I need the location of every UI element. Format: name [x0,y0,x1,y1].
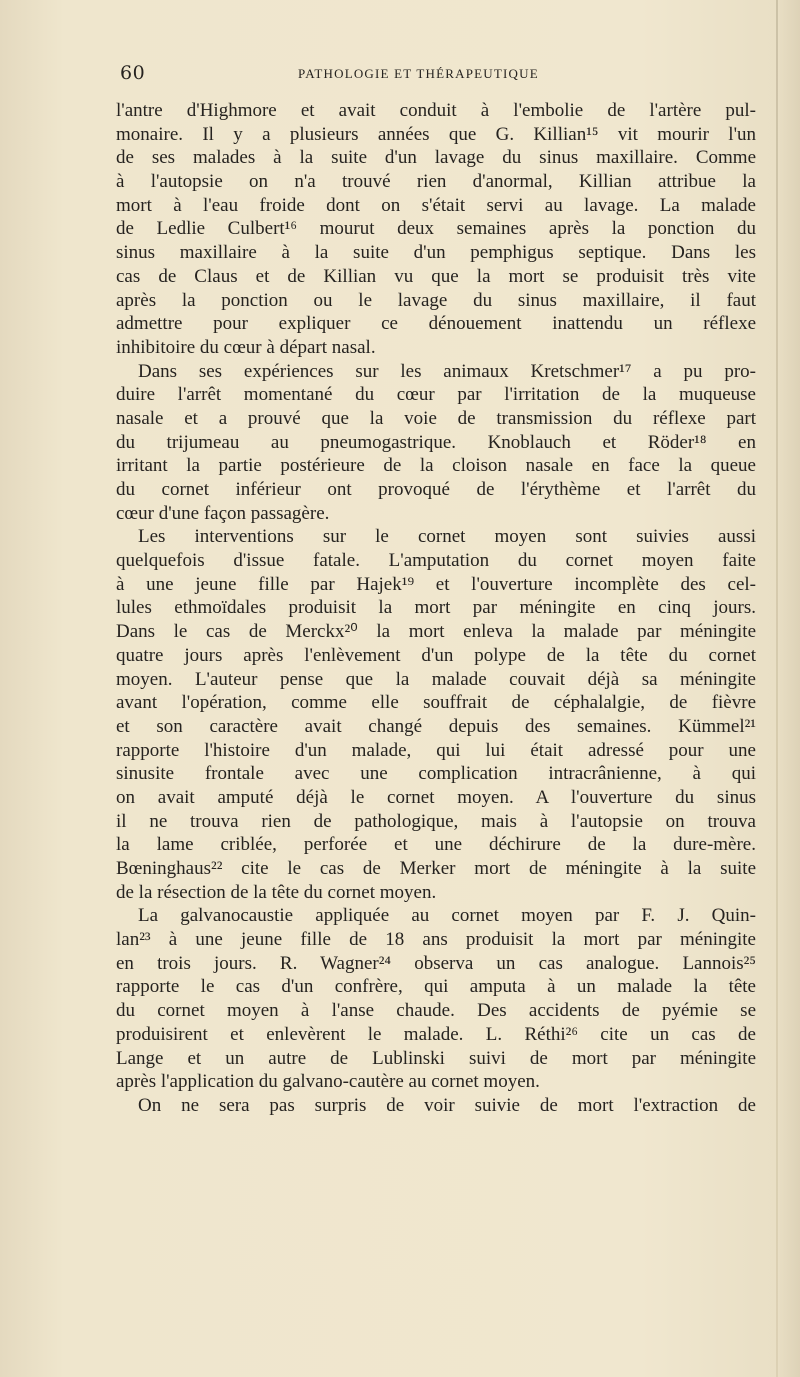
text-line: de ses malades à la suite d'un lavage du sinus maxillaire. Comme [116,147,756,169]
text-line: cœur d'une façon passagère. [116,502,330,524]
text-line: Dans le cas de Merckx²⁰ la mort enleva la malade par méningite [116,621,756,643]
text-line: de Ledlie Culbert¹⁶ mourut deux semaines après la ponction du [116,218,756,240]
text-line: Lange et un autre de Lublinski suivi de mort par méningite [116,1047,756,1069]
text-line: produisirent et enlevèrent le malade. L. Réthi²⁶ cite un cas de [116,1023,756,1045]
text-line: à l'autopsie on n'a trouvé rien d'anormal, Killian attribue la [116,171,756,193]
text-line: après l'application du galvano-cautère au cornet moyen. [116,1071,540,1093]
page-edge [776,0,778,1377]
text-line: à une jeune fille par Hajek¹⁹ et l'ouverture incomplète des cel- [116,573,756,595]
text-line: de la résection de la tête du cornet moyen. [116,881,437,903]
text-line: lules ethmoïdales produisit la mort par méningite en cinq jours. [116,597,756,619]
text-line: Dans ses expériences sur les animaux Kretschmer¹⁷ a pu pro- [138,360,756,382]
text-line: on avait amputé déjà le cornet moyen. A l'ouverture du sinus [116,786,756,808]
text-line: monaire. Il y a plusieurs années que G. Killian¹⁵ vit mourir l'un [116,123,756,145]
text-line: et son caractère avait changé depuis des semaines. Kümmel²¹ [116,715,756,737]
text-line: après la ponction ou le lavage du sinus maxillaire, il faut [116,289,756,311]
text-line: rapporte le cas d'un confrère, qui amputa à un malade la tête [116,976,756,998]
text-line: nasale et a prouvé que la voie de transmission du réflexe part [116,407,756,429]
text-line: inhibitoire du cœur à départ nasal. [116,336,376,358]
text-line: quelquefois d'issue fatale. L'amputation du cornet moyen faite [116,550,756,572]
running-title: PATHOLOGIE ET THÉRAPEUTIQUE [298,66,539,81]
text-line: rapporte l'histoire d'un malade, qui lui était adressé pour une [116,739,756,761]
text-line: cas de Claus et de Killian vu que la mort se produisit très vite [116,265,756,287]
text-line: du cornet inférieur ont provoqué de l'érythème et l'arrêt du [116,479,756,500]
text-line: On ne sera pas surpris de voir suivie de mort l'extraction de [138,1094,756,1116]
text-line: duire l'arrêt momentané du cœur par l'irritation de la muqueuse [116,384,756,406]
text-line: Bœninghaus²² cite le cas de Merker mort de méningite à la suite [116,858,756,879]
text-line: irritant la partie postérieure de la cloison nasale en face la queue [116,455,756,477]
text-line: avant l'opération, comme elle souffrait de céphalalgie, de fièvre [116,692,756,714]
text-line: moyen. L'auteur pense que la malade couvait déjà sa méningite [116,668,756,690]
text-line: sinusite frontale avec une complication intracrânienne, à qui [116,763,756,785]
text-line: il ne trouva rien de pathologique, mais à l'autopsie on trouva [116,810,756,832]
page-header [120,62,760,86]
text-line: lan²³ à une jeune fille de 18 ans produisit la mort par méningite [116,929,756,951]
page-number: 60 [120,62,146,84]
text-line: La galvanocaustie appliquée au cornet moyen par F. J. Quin- [138,905,756,927]
text-line: Les interventions sur le cornet moyen sont suivies aussi [138,526,756,548]
text-line: du cornet moyen à l'anse chaude. Des accidents de pyémie se [116,1000,756,1022]
text-line: mort à l'eau froide dont on s'était servi au lavage. La malade [116,194,756,216]
body-text [116,99,756,1118]
text-line: l'antre d'Highmore et avait conduit à l'embolie de l'artère pul- [116,100,756,121]
text-line: en trois jours. R. Wagner²⁴ observa un cas analogue. Lannois²⁵ [116,952,756,974]
text-line: quatre jours après l'enlèvement d'un polype de la tête du cornet [116,644,756,666]
text-line: sinus maxillaire à la suite d'un pemphigus septique. Dans les [116,242,756,264]
text-line: la lame criblée, perforée et une déchirure de la dure-mère. [116,834,756,856]
text-line: admettre pour expliquer ce dénouement inattendu un réflexe [116,313,756,335]
text-line: du trijumeau au pneumogastrique. Knoblauch et Röder¹⁸ en [116,431,756,453]
